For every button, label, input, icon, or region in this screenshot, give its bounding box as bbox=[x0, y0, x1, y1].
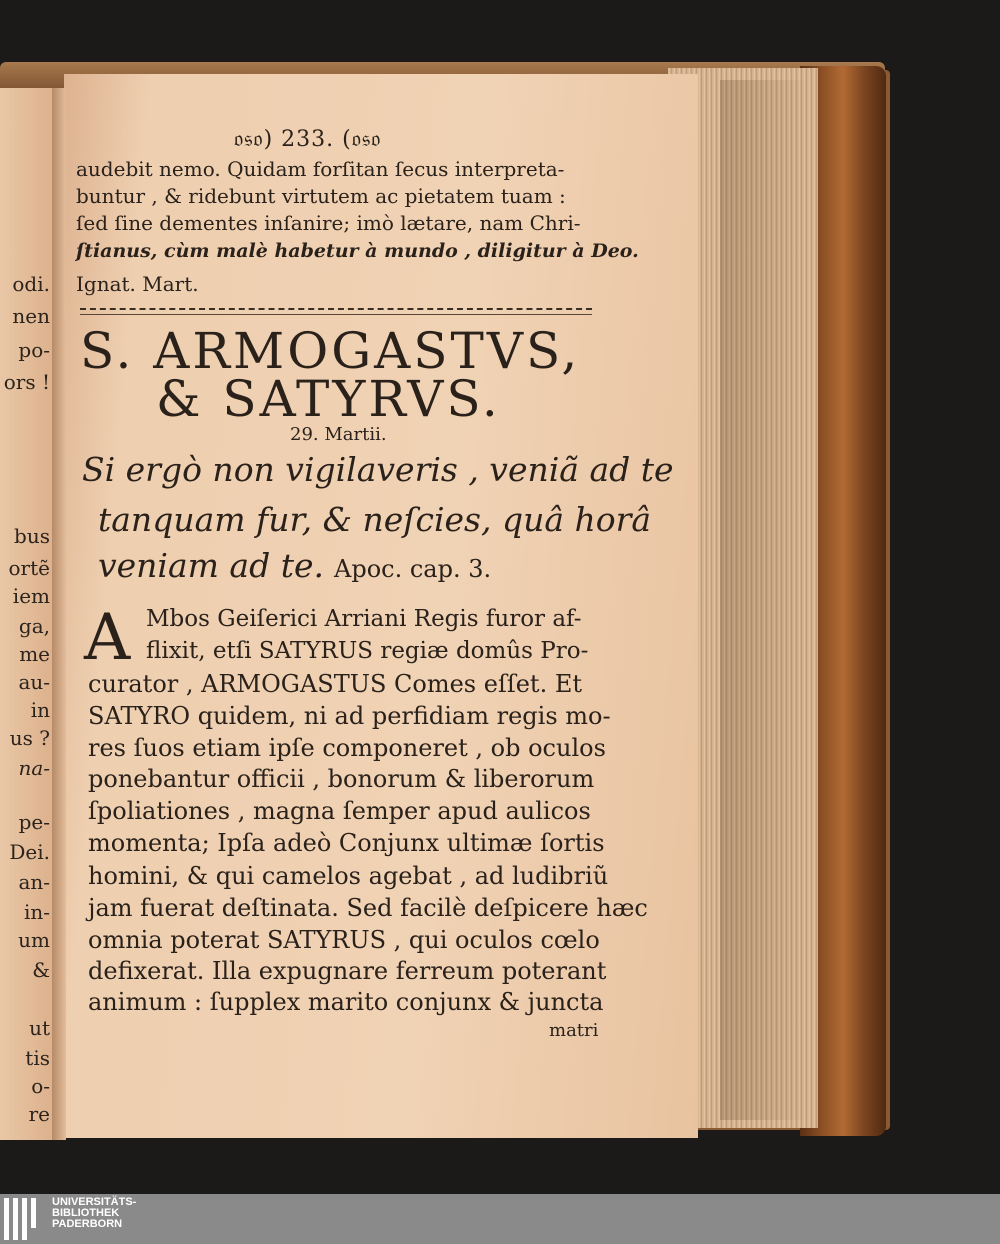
divider-rule bbox=[80, 308, 592, 310]
prev-fragment: Dei. bbox=[9, 840, 50, 864]
prev-fragment: in bbox=[30, 698, 50, 722]
body-line: momenta; Ipſa adeò Conjunx ultimæ ſortis bbox=[88, 829, 605, 857]
library-name-line: UNIVERSITÄTS- bbox=[52, 1196, 137, 1208]
intro-line: ſtianus, cùm malè habetur à mundo , diligitur à Deo. bbox=[76, 240, 639, 262]
body-line: homini, & qui camelos agebat , ad ludibriũ bbox=[88, 862, 609, 890]
prev-fragment: & bbox=[32, 958, 50, 982]
previous-page bbox=[0, 88, 56, 1140]
prev-fragment: nen bbox=[12, 304, 50, 328]
gutter bbox=[52, 88, 66, 1140]
body-line: omnia poterat SATYRUS , qui oculos cœlo bbox=[88, 926, 600, 954]
quote-line: veniam ad te. bbox=[98, 546, 325, 585]
feast-date: 29. Martii. bbox=[290, 424, 387, 445]
library-name-line: BIBLIOTHEK bbox=[52, 1207, 120, 1219]
saint-title-2: & SATYRVS. bbox=[156, 370, 501, 428]
prev-fragment: re bbox=[28, 1102, 50, 1126]
prev-fragment: um bbox=[18, 928, 50, 952]
body-line: SATYRO quidem, ni ad perfidiam regis mo- bbox=[88, 702, 611, 730]
prev-fragment: me bbox=[19, 642, 50, 666]
catchword: matri bbox=[549, 1020, 599, 1041]
body-line: res ſuos etiam ipſe componeret , ob oculos bbox=[88, 734, 606, 762]
drop-cap: A bbox=[84, 601, 131, 675]
quote-line: tanquam fur, & neſcies, quâ horâ bbox=[98, 500, 652, 539]
prev-fragment: po- bbox=[18, 338, 50, 362]
prev-fragment: bus bbox=[14, 524, 50, 548]
quote-reference: Apoc. cap. 3. bbox=[334, 555, 492, 583]
body-line: curator , ARMOGASTUS Comes eſſet. Et bbox=[88, 670, 582, 698]
prev-fragment: iem bbox=[12, 584, 50, 608]
intro-line: ſed ſine dementes inſanire; imò lætare, nam Chri- bbox=[76, 211, 581, 235]
prev-fragment: ga, bbox=[18, 614, 50, 638]
prev-fragment: odi. bbox=[12, 272, 50, 296]
prev-fragment: pe- bbox=[18, 810, 50, 834]
library-name-line: PADERBORN bbox=[52, 1218, 123, 1230]
intro-line: audebit nemo. Quidam forſitan ſecus interpreta- bbox=[76, 157, 565, 181]
prev-fragment: ors ! bbox=[3, 370, 50, 394]
prev-fragment: tis bbox=[25, 1046, 50, 1070]
library-logo-icon bbox=[4, 1198, 44, 1240]
quote-line: Si ergò non vigilaveris , veniã ad te bbox=[82, 450, 674, 489]
prev-fragment: au- bbox=[18, 670, 50, 694]
prev-fragment: in- bbox=[23, 900, 50, 924]
prev-fragment: na- bbox=[18, 756, 50, 780]
prev-fragment: o- bbox=[31, 1074, 50, 1098]
body-line: ſpoliationes , magna ſemper apud aulicos bbox=[88, 797, 591, 825]
saint-title: S. ARMOGASTVS, bbox=[80, 322, 581, 380]
library-footer bbox=[0, 1194, 1000, 1244]
page-header: 𝔬𝔰𝔬) 233. (𝔬𝔰𝔬 bbox=[234, 127, 382, 152]
prev-fragment: an- bbox=[18, 870, 50, 894]
body-line: ponebantur officii , bonorum & liberorum bbox=[88, 765, 595, 793]
intro-line: Ignat. Mart. bbox=[76, 272, 199, 296]
body-line: jam fuerat deſtinata. Sed facilè deſpicere hæc bbox=[88, 894, 648, 922]
body-line: animum : ſupplex marito conjunx & juncta bbox=[88, 988, 604, 1016]
body-line: flixit, etſi SATYRUS regiæ domûs Pro- bbox=[146, 638, 589, 664]
prev-fragment: us ? bbox=[9, 726, 50, 750]
prev-fragment: ut bbox=[29, 1016, 50, 1040]
body-line: Mbos Geiſerici Arriani Regis furor af- bbox=[146, 606, 582, 632]
prev-fragment: ortẽ bbox=[8, 556, 50, 580]
intro-line: buntur , & ridebunt virtutem ac pietatem tuam : bbox=[76, 184, 566, 208]
body-line: defixerat. Illa expugnare ferreum poterant bbox=[88, 957, 607, 985]
